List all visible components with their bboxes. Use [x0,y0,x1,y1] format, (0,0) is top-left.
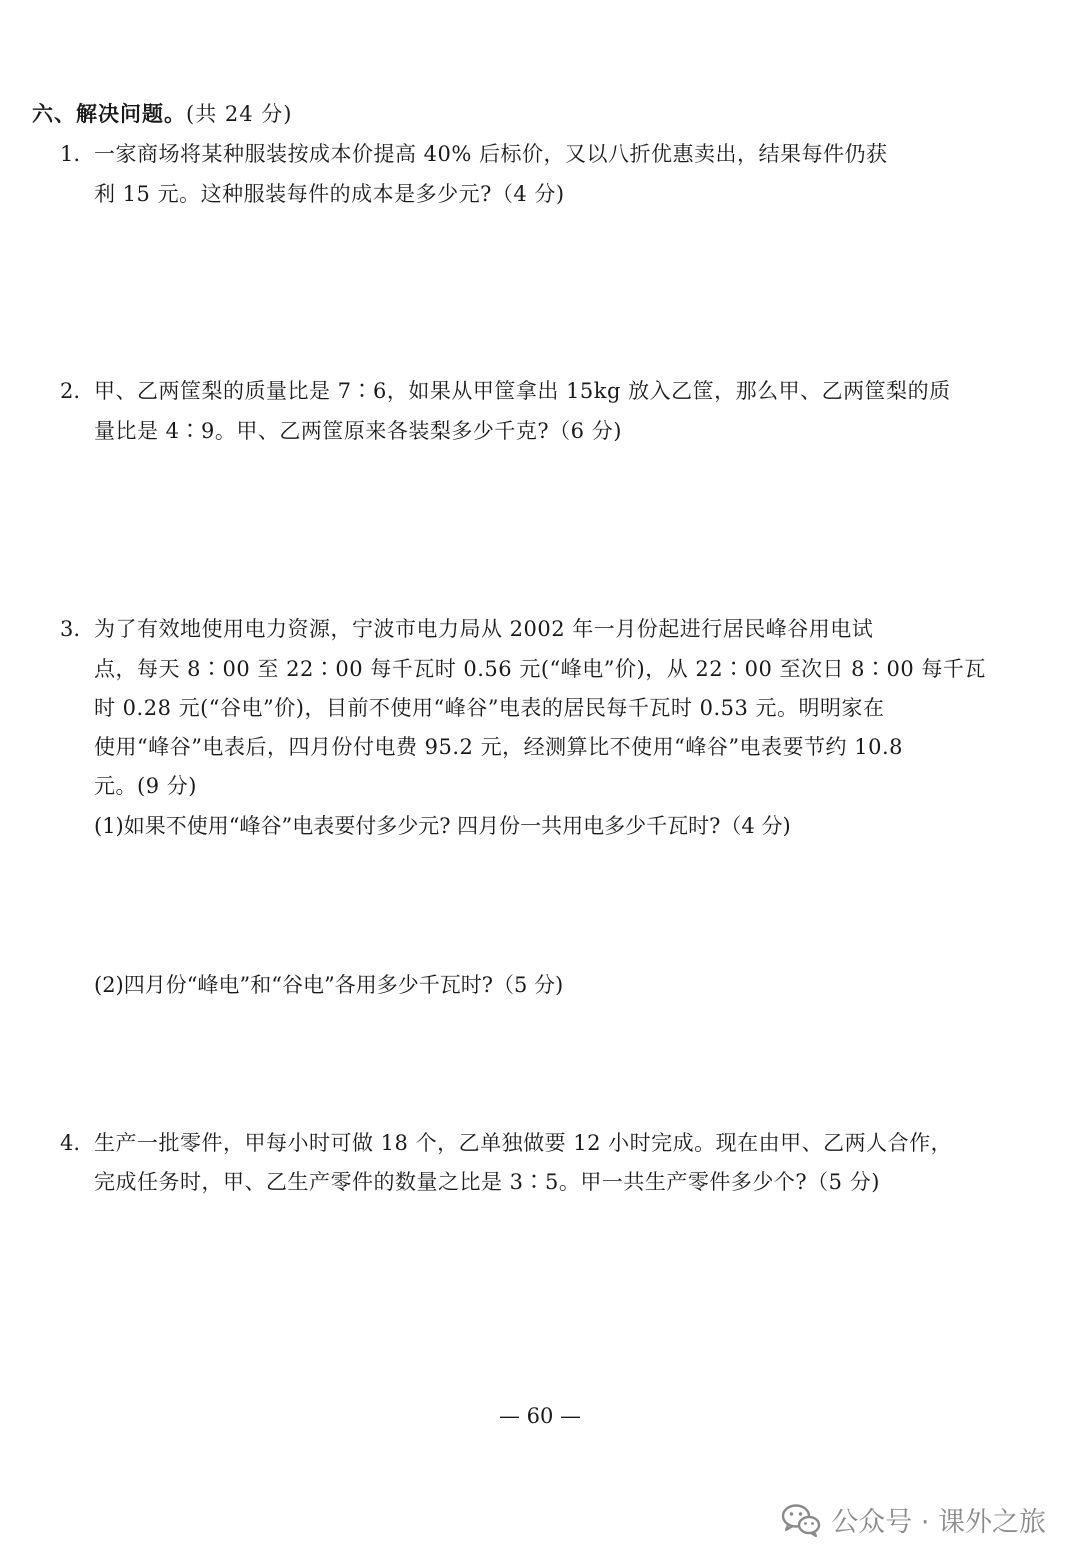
question-3-line-5: 元。(9 分) [94,774,197,798]
wechat-icon [781,1503,821,1537]
question-4-line-2: 完成任务时，甲、乙生产零件的数量之比是 3∶5。甲一共生产零件多少个?（5 分) [94,1170,880,1194]
watermark-text: 公众号 · 课外之旅 [831,1507,1046,1538]
question-3-number: 3. [60,617,81,641]
question-3-part-1: (1)如果不使用“峰谷”电表要付多少元? 四月份一共用电多少千瓦时?（4 分) [94,814,791,838]
question-3-line-2: 点，每天 8∶00 至 22∶00 每千瓦时 0.56 元(“峰电”价)，从 22∶00 至次日 8∶00 每千瓦 [94,657,986,681]
question-2-line-2: 量比是 4∶9。甲、乙两筐原来各装梨多少千克?（6 分) [94,419,622,443]
question-3-part-2: (2)四月份“峰电”和“谷电”各用多少千瓦时?（5 分) [94,973,564,997]
question-4-line-1: 生产一批零件，甲每小时可做 18 个，乙单独做要 12 小时完成。现在由甲、乙两人合作， [94,1131,953,1155]
question-3-line-4: 使用“峰谷”电表后，四月份付电费 95.2 元，经测算比不使用“峰谷”电表要节约 10.8 [94,735,903,759]
question-1-line-1: 一家商场将某种服装按成本价提高 40% 后标价，又以八折优惠卖出，结果每件仍获 [94,142,888,166]
question-1-number: 1. [60,142,81,166]
question-3-line-1: 为了有效地使用电力资源，宁波市电力局从 2002 年一月份起进行居民峰谷用电试 [94,617,874,641]
section-heading: 六、解决问题。 [32,102,186,126]
question-1-line-2: 利 15 元。这种服装每件的成本是多少元?（4 分) [94,182,565,206]
watermark [781,1500,1046,1539]
question-2-number: 2. [60,379,81,403]
section-title [32,98,292,128]
page-number: — 60 — [498,1404,582,1428]
question-4-number: 4. [60,1131,81,1155]
question-2-line-1: 甲、乙两筐梨的质量比是 7∶6，如果从甲筐拿出 15kg 放入乙筐，那么甲、乙两筐梨的质 [94,379,951,403]
section-score: (共 24 分) [186,102,293,126]
question-3-line-3: 时 0.28 元(“谷电”价)，目前不使用“峰谷”电表的居民每千瓦时 0.53 元。明明家在 [94,696,885,720]
